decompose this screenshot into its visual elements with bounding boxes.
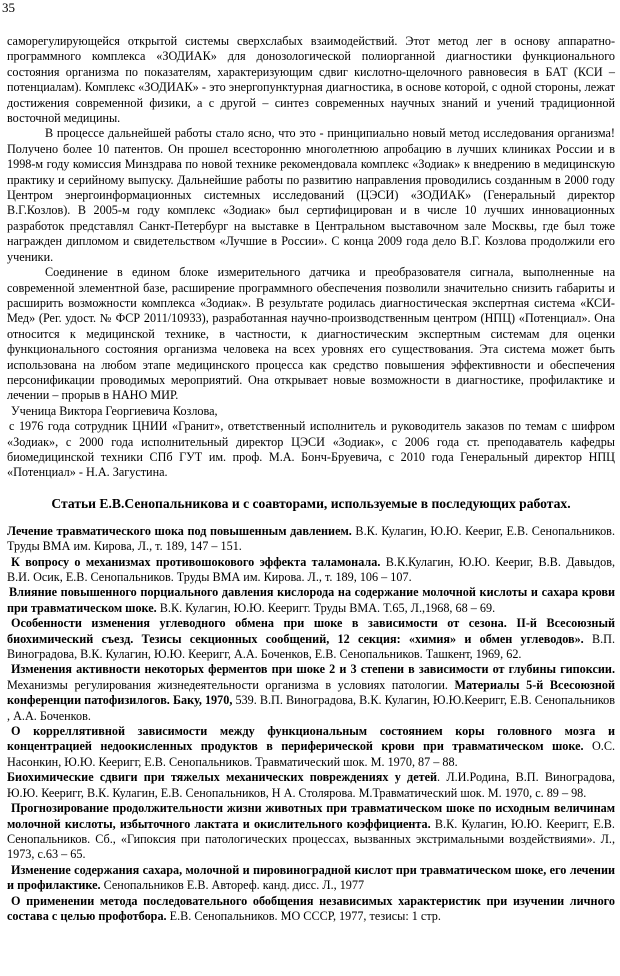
reference-title: Изменение содержания сахара, молочной и пировиноградной кислот при травматическом шоке, его лечении и профилактике.: [7, 862, 615, 893]
author-intro-line: Ученица Виктора Георгиевича Козлова,: [11, 403, 218, 418]
reference-item: [7, 555, 615, 586]
reference-title: Лечение травматического шока под повышенным давлением.: [7, 523, 352, 538]
reference-details: Е.В. Сенопальников. МО СССР, 1977, тезисы: 1 стр.: [166, 908, 441, 923]
reference-title: Прогнозирование продолжительности жизни животных при травматическом шоке по исходным величинам молочной кислоты, избыточного лактата и окислительного коэффициента.: [7, 801, 615, 831]
reference-details: Механизмы регулирования жизнедеятельности организма в условиях патологии.: [7, 677, 455, 692]
reference-item: [7, 585, 615, 616]
reference-details: Сенопальников Е.В. Автореф. канд. дисс. Л., 1977: [100, 878, 365, 893]
reference-title: О корреллятивной зависимости между функциональным состоянием коры головного мозга и концентрацией недоокисленных продуктов в периферической крови при травматическом шоке.: [7, 724, 615, 754]
reference-item: [7, 770, 615, 801]
reference-title: К вопросу о механизмах противошокового эффекта таламонала.: [11, 554, 381, 569]
reference-title: Влияние повышенного порциального давления кислорода на содержание молочной кислоты и сахара крови при травматическом шоке.: [7, 585, 615, 615]
reference-details: В.К.Кулагин, Ю.Ю. Кеериг, В.В. Давыдов, В.И. Осик, Е.В. Сенопальников. Труды ВМА им. Кирова. Л., т. 189, 106 – 107.: [7, 554, 615, 584]
section-heading: Статьи Е.В.Сенопальникова и с соавторами, используемые в последующих работах.: [51, 495, 571, 511]
reference-title: Изменения активности некоторых ферментов при шоке 2 и 3 степени в зависимости от глубины гипоксии.: [11, 662, 615, 677]
reference-details-continued: 539. В.П. Виноградова, В.К. Кулагин, Ю.Ю.Кееригг, Е.В. Сенопальников , А.А. Боченков.: [7, 693, 615, 723]
paragraph-development-history: В процессе дальнейшей работы стало ясно, что это - принципиально новый метод исследования организма! Получено более 10 патентов. Он прошел всесторонню многолетнюю апробацию в лучших клиниках России и в 1998-м году комиссия Минздрава по новой технике рекомендовала комплекс «Зодиак» к внедрению в медицинскую практику и серийному выпуску. Дальнейшие работы по развитию направления проводились созданным в 2000 году Центром энергоинформационных системных исследований (ЦЭСИ) «ЗОДИАК» (Генеральный директор В.Г.Козлов). В 2005-м году комплекс «Зодиак» был сертифицирован и в числе 10 лучших инновационных разработок представлял Санкт-Петербург на выставке в Центральном выставочном зале Москвы, где был тоже награжден дипломом и свидетельством «Лучшие в России». С конца 2009 года дело В.Г. Козлова продолжили его ученики.: [7, 126, 615, 264]
reference-details: В.К. Кулагин, Ю.Ю. Кееригг. Труды ВМА. Т.65, Л.,1968, 68 – 69.: [156, 600, 496, 615]
reference-details: . Л.И.Родина, В.П. Виноградова, Ю.Ю. Кееригг, В.К. Кулагин, Е.В. Сенопальников, Н А. Столярова. М.Травматический шок. М. 1970, с. 89 – 98.: [7, 770, 615, 800]
reference-item: [7, 863, 615, 894]
reference-item: [7, 801, 615, 863]
reference-details: В.К. Кулагин, Ю.Ю. Кеериг, Е.В. Сенопальников. Труды ВМА им. Кирова, Л., т. 189, 147 – 151.: [7, 523, 615, 554]
reference-title: О применении метода последовательного обобщения независимых характеристик при изучении личного состава с целью профотбора.: [7, 893, 615, 923]
reference-title: Биохимические сдвиги при тяжелых механических повреждениях у детей: [7, 770, 438, 785]
page-number: 35: [2, 0, 15, 15]
reference-details: О.С. Насонкин, Ю.Ю. Кееригг, Е.В. Сенопальников. Травматический шок. М. 1970, 87 – 88.: [7, 739, 615, 769]
reference-item: [7, 616, 615, 662]
author-bio: с 1976 года сотрудник ЦНИИ «Гранит», ответственный исполнитель и руководитель заказов по темам с шифром «Зодиак», с 2000 года исполнительный директор ЦЭСИ «Зодиак», с 2006 года ст. преподаватель кафедры биомедицинской техники СПб ГУТ им. проф. М.А. Бонч-Бруевича, с 2010 года Генеральный директор НПЦ «Потенциал» - Н.А. Загустина.: [7, 419, 615, 480]
reference-title: Особенности изменения углеводного обмена при шоке в зависимости от сезона. II-й Всесоюзный биохимический съезд. Тезисы секционных сообщений, 12 секция: «химия» и обмен углеводов».: [7, 616, 615, 646]
paragraph-zodiac-method: саморегулирующейся открытой системы сверхслабых взаимодействий. Этот метод лег в основу аппаратно-программного комплекса «ЗОДИАК» для донозологической полиорганной диагностики функционального состояния организма по показателям, характеризующим сдвиг кислотно-щелочного равновесия в БАТ (КСИ – потенциалам). Комплекс «ЗОДИАК» - это энергопунктурная диагностика, в основе которой, с одной стороны, лежат достижения современной физики, а с другой – синтез современных научных знаний и учений традиционной восточной медицины.: [7, 34, 615, 126]
reference-conference: Материалы 5-й Всесоюзной конференции патофизилогов. Баку, 1970,: [7, 677, 615, 708]
reference-details: В.К. Кулагин, Ю.Ю. Кееригг, Е.В. Сенопальников. Сб., «Гипоксия при патологических процессах, вызванных экстримальными воздействиями». Л., 1973, с.63 – 65.: [7, 816, 615, 862]
page-body: [7, 34, 615, 924]
paragraph-ksi-med: Соединение в едином блоке измерительного датчика и преобразователя сигнала, выполненные на современной элементной базе, расширение программного обеспечения позволили значительно снизить габариты и расширить возможности комплекса «Зодиак». В результате родилась диагностическая экспертная система «КСИ-Мед» (Рег. удост. № ФСР 2011/10933), разработанная научно-производственным центром (НПЦ) «Потенциал». Она относится к медицинской технике, в частности, к диагностическим экспертным системам для оценки функционального состояния организма человека на всех уровнях его существования. Эта система может быть использована на любом этапе медицинского процесса как средство повышения эффективности и обеспечения персонификации проводимых мероприятий. Она открывает новые возможности в диагностике, профилактике и лечении – прорыв в НАНО МИР.: [7, 265, 615, 403]
reference-list: [7, 524, 615, 925]
reference-item: [7, 662, 615, 724]
reference-item: [7, 724, 615, 770]
reference-item: [7, 894, 615, 925]
reference-item: [7, 524, 615, 555]
reference-details: В.П. Виноградова, В.К. Кулагин, Ю.Ю. Кееригг, А.А. Боченков, Е.В. Сенопальников. Ташкент, 1969, 62.: [7, 631, 616, 662]
